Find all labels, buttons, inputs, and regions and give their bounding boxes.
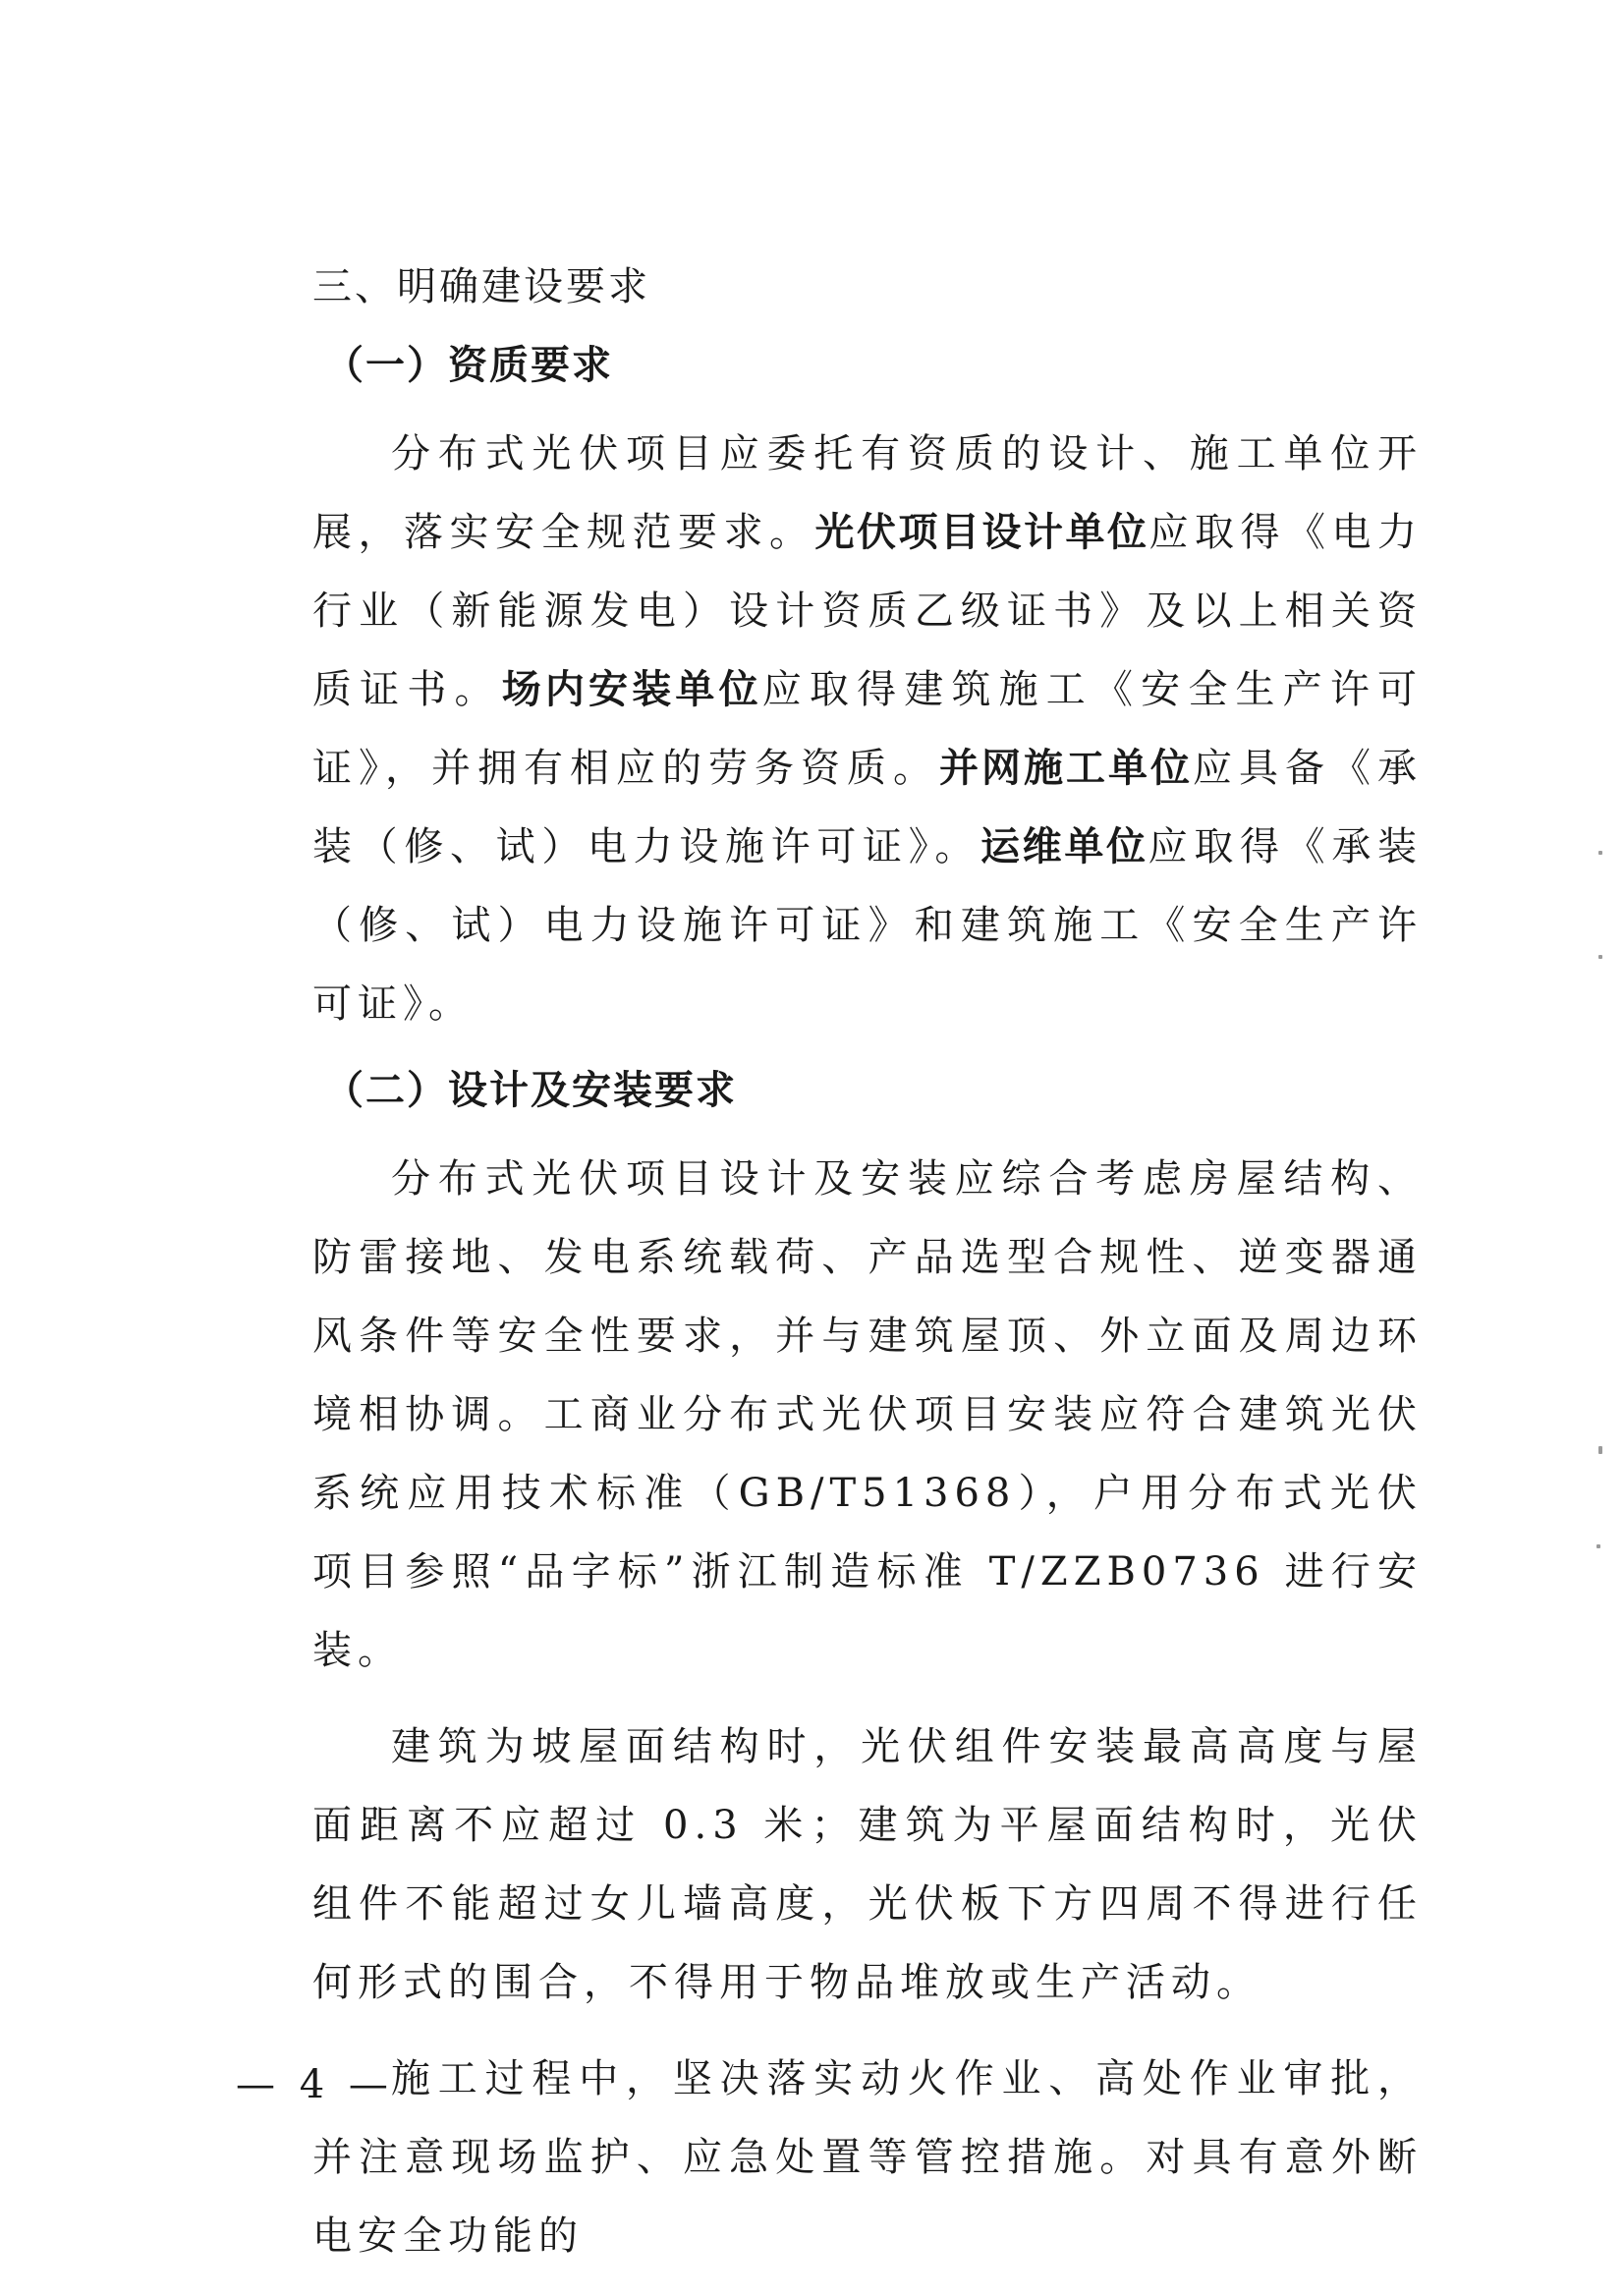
scan-mark (1596, 1544, 1600, 1548)
subsections (312, 336, 1423, 2275)
body-paragraph (312, 2040, 1423, 2275)
paragraph-text: 应具备《承装（修、试）电力设施许可证》。 (312, 746, 1423, 869)
subsection-heading: （二）设计及安装要求 (324, 1068, 737, 1113)
paragraph-text: 应取得《电力行业（新能源发电）设计资质乙级证书》及以上相关资质证书。 (312, 510, 1423, 712)
paragraph-text: 应取得建筑施工《安全生产许可证》，并拥有相应的劳务资质。 (312, 667, 1424, 791)
bold-term: 光伏项目设计单位 (814, 510, 1149, 555)
section-title: 三、明确建设要求 (312, 264, 650, 309)
page-number: — 4 — (236, 2062, 394, 2107)
body-paragraph (312, 1707, 1423, 2022)
bold-term: 并网施工单位 (939, 746, 1193, 791)
scan-mark (1598, 851, 1602, 855)
paragraph-text: 建筑为坡屋面结构时，光伏组件安装最高高度与屋面距离不应超过 0.3 米；建筑为平屋面结构时，光伏组件不能超过女儿墙高度，光伏板下方四周不得进行任何形式的围合，不得用于物品堆放或生产活动。 (312, 1724, 1423, 2005)
bold-term: 运维单位 (980, 824, 1148, 869)
body-paragraph (312, 415, 1423, 1043)
paragraph-text: 分布式光伏项目应委托有资质的设计、施工单位开展，落实安全规范要求。 (312, 431, 1423, 555)
scan-mark (1598, 955, 1602, 959)
bold-term: 场内安装单位 (501, 667, 762, 712)
paragraph-text: 施工过程中，坚决落实动火作业、高处作业审批，并注意现场监护、应急处置等管控措施。对具有意外断电安全功能的 (312, 2056, 1423, 2259)
body-paragraph (312, 1140, 1423, 1690)
subsection-heading: （一）资质要求 (324, 343, 613, 388)
paragraph-text: 分布式光伏项目设计及安装应综合考虑房屋结构、防雷接地、发电系统载荷、产品选型合规性、逆变器通风条件等安全性要求，并与建筑屋顶、外立面及周边环境相协调。工商业分布式光伏项目安装应符合建筑光伏系统应用技术标准（GB/T51368），户用分布式光伏项目参照“品字标”浙江制造标准 T/ZZB0736 进行安装。 (312, 1156, 1423, 1673)
scan-mark (1598, 1446, 1602, 1454)
document-body (312, 257, 1423, 2275)
paragraph-text: 应取得《承装（修、试）电力设施许可证》和建筑施工《安全生产许可证》。 (312, 824, 1424, 1027)
